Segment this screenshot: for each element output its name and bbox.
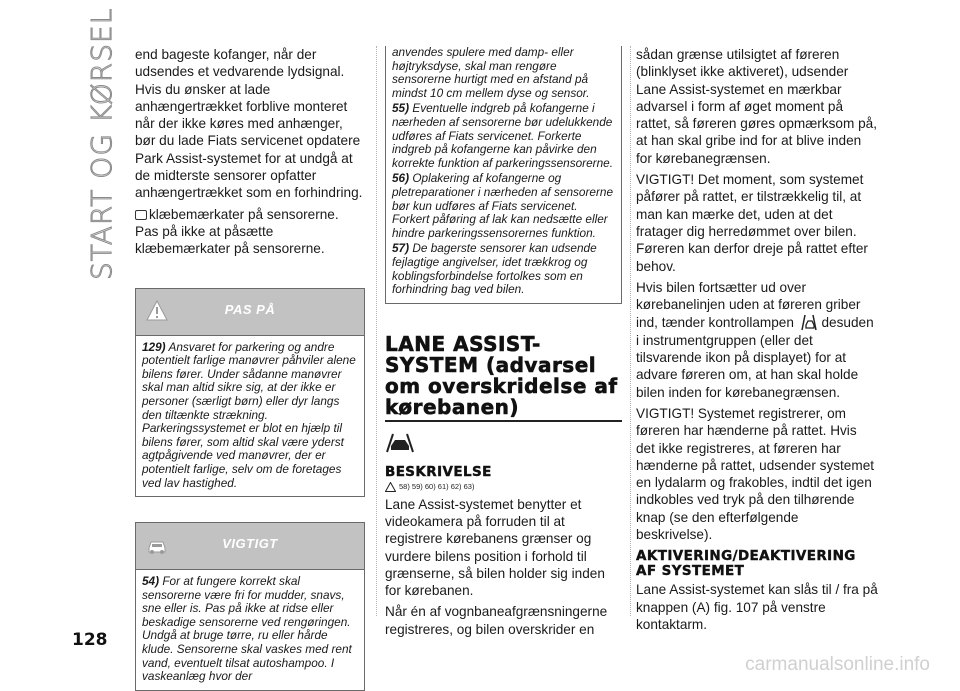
- column-right: [636, 46, 878, 637]
- column-middle: [385, 46, 622, 642]
- subheading: BESKRIVELSE: [385, 463, 492, 480]
- body-paragraph: Lane Assist-systemet kan slås til / fra på knappen (A) fig. 107 på venstre kontaktarm.: [636, 582, 878, 632]
- section-side-title: START OG KØRSEL: [85, 7, 118, 280]
- body-paragraph: klæbemærkater på sensorerne. Pas på ikke at påsætte klæbemærkater på sensorerne.: [135, 206, 339, 257]
- paragraph-text: Hvis bilen fortsætter ud over kørebanelinjen uden at føreren griber ind, tænder kontrollampen: [636, 279, 861, 331]
- reference-notes: [385, 482, 622, 492]
- body-paragraph: end bageste kofanger, når der udsendes et vedvarende lydsignal. Hvis du ønsker at lade anhængertrækket forblive monteret når der ikke køres med anhænger, bør du lade Fiats servicenet opdatere Park Assist-systemet for at undgå at de midterste sensorer opfatter anhængertrækket som en forhindring.: [135, 47, 363, 201]
- section-heading: LANE ASSIST-SYSTEM (advarsel om overskridelse af kørebanen): [385, 331, 618, 419]
- column-divider: [376, 46, 377, 616]
- warning-body: [136, 336, 364, 497]
- warning-box-header: [136, 289, 364, 336]
- important-box: [135, 522, 365, 691]
- important-body: [136, 570, 364, 690]
- body-paragraph: sådan grænse utilsigtet af føreren (blinklyset ikke aktiveret), udsender Lane Assist-systemet en mærkbar advarsel i form af øget moment på rattet, så føreren gøres opmærksom på, at han skal gribe ind for at blive inden for kørebanegrænsen.: [636, 47, 877, 166]
- important-text: De bagerste sensorer kan udsende fejlagtige angivelser, idet trækkrog og koblingsforbindelse fortolkes som en forhindring bag ved bilen.: [392, 241, 597, 297]
- note-number: 129): [142, 339, 166, 354]
- paragraph-text: desuden i instrumentgruppen (eller det tilsvarende ikon på displayet) for at advare føreren om, at han skal holde bilen inden for kørebanegrænsen.: [636, 315, 874, 400]
- important-title: VIGTIGT: [222, 536, 278, 552]
- body-paragraph: Lane Assist-systemet benytter et videokamera på forruden til at registrere kørebanens grænser og vurdere bilens position i forhold til grænserne, så bilen holder sig inden for kørebanen.: [385, 496, 605, 599]
- body-paragraph: VIGTIGT! Systemet registrerer, om føreren har hænderne på rattet. Hvis det ikke registreres, at føreren har hænderne på rattet, udsender systemet en lydalarm og frakobles, indtil det igen indkobles ved tryk på den tilhørende knap (se den efterfølgende beskrivelse).: [636, 405, 875, 543]
- warning-triangle-icon: [385, 482, 396, 492]
- important-box-continued: [385, 46, 622, 304]
- watermark: carmanualsonline.info: [745, 654, 930, 675]
- warning-title: PAS PÅ: [224, 301, 276, 317]
- warning-box: [135, 288, 365, 498]
- note-number: 56): [392, 171, 410, 186]
- important-text: Oplakering af kofangerne og pletreparationer i nærheden af sensorerne bør kun udføres af Fiats servicenet. Forkert påføring af lak kan nedsætte eller hindre parkeringssensorernes funktion.: [392, 171, 614, 240]
- note-number: 54): [142, 574, 160, 589]
- note-number: 55): [392, 101, 410, 116]
- column-divider: [630, 46, 631, 616]
- important-text: Eventuelle indgreb på kofangerne i nærheden af sensorerne bør udelukkende udføres af Fiats servicenet. Forkerte indgreb på kofangerne kan påvirke den korrekte funktion af parkeringssensorerne.: [392, 101, 613, 170]
- page-number: 128: [72, 630, 108, 650]
- lane-warning-light-icon: [800, 313, 818, 331]
- body-paragraph: VIGTIGT! Det moment, som systemet påfører på rattet, er tilstrækkelig til, at man kan mærke det, uden at det fratager dig herredømmet over bilen. Føreren kan derfor dreje på rattet efter behov.: [636, 172, 868, 274]
- warning-text: Ansvaret for parkering og andre potentielt farlige manøvrer påhviler alene bilens fører. Under sådanne manøvrer skal man altid sikre sig, at der ikke er personer (særligt børn) eller dyr langs den tiltænkte strækning. Parkeringssystemet er blot en hjælp til bilens fører, som altid skal være yderst agtpågivende ved manøvrer, der er potentielt farlige, selv om de foretages ved lav hastighed.: [142, 339, 356, 490]
- important-text: For at fungere korrekt skal sensorerne være fri for mudder, snavs, sne eller is. Pas på ikke at ridse eller beskadige sensorerne ved rengøringen. Undgå at bruge tørre, ru eller hårde klude. Sensorerne skal vaskes med rent vand, eventuelt tilsat autoshampoo. I vaskeanlæg hvor der: [142, 574, 352, 684]
- lane-assist-icon: [385, 432, 415, 454]
- body-paragraph: Når én af vognbaneafgrænsningerne registreres, og bilen overskrider en: [385, 604, 608, 637]
- important-text: anvendes spulere med damp- eller højtryksdyse, skal man rengøre sensorerne hurtigt med en afstand på mindst 10 cm mellem dyse og sensor.: [392, 45, 590, 100]
- reference-numbers: 58) 59) 60) 61) 62) 63): [399, 481, 475, 491]
- important-box-header: [136, 523, 364, 570]
- column-left: [135, 46, 365, 691]
- body-paragraph: [636, 279, 878, 401]
- note-icon: [135, 210, 147, 220]
- note-number: 57): [392, 241, 410, 256]
- subheading: AKTIVERING/DEAKTIVERING AF SYSTEMET: [636, 548, 856, 580]
- heading-rule: [385, 420, 622, 422]
